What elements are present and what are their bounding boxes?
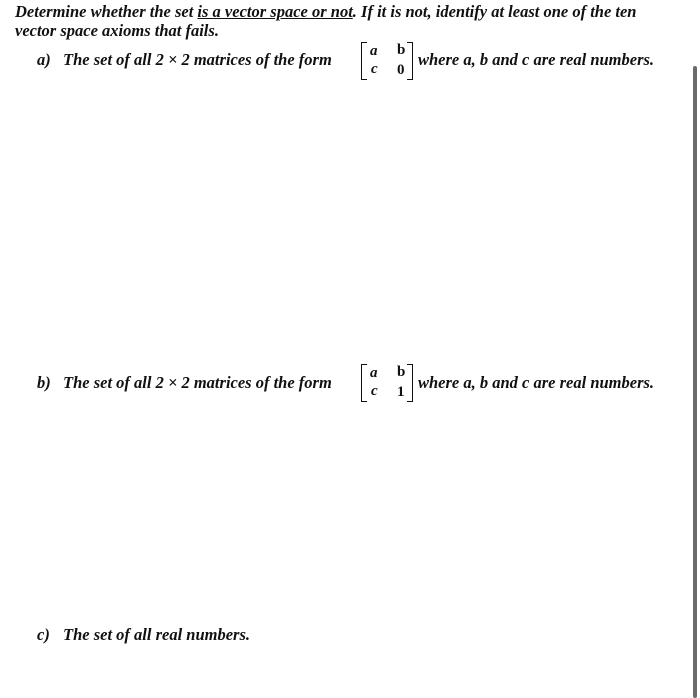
part-a-label: a) (37, 50, 51, 69)
matrix-cell-zero: 0 (397, 62, 405, 78)
part-c-text: The set of all real numbers. (63, 625, 251, 644)
matrix-cell-c: c (371, 61, 378, 77)
matrix-cell-c: c (371, 383, 378, 399)
question-underlined-phrase: is a vector space or not (197, 2, 353, 21)
part-b-text-after: where a, b and c are real numbers. (418, 373, 655, 392)
matrix-left-bracket (361, 364, 367, 402)
matrix-cell-b: b (397, 42, 406, 58)
matrix-cell-a: a (370, 365, 378, 381)
matrix-left-bracket (361, 42, 367, 80)
matrix-cell-a: a (370, 43, 378, 59)
matrix-right-bracket (407, 42, 413, 80)
question-line-1 (15, 2, 637, 22)
part-b-text-before: The set of all 2 × 2 matrices of the form (63, 373, 332, 392)
matrix-cell-one: 1 (397, 384, 405, 400)
part-a-text-before: The set of all 2 × 2 matrices of the form (63, 50, 332, 69)
part-b-matrix (361, 364, 413, 402)
question-line-2: vector space axioms that fails. (15, 21, 219, 40)
matrix-right-bracket (407, 364, 413, 402)
part-b-label: b) (37, 373, 51, 392)
part-c-label: c) (37, 625, 50, 644)
matrix-cell-b: b (397, 364, 406, 380)
part-a-matrix (361, 42, 413, 80)
question-prefix: Determine whether the set (15, 2, 198, 21)
vertical-scrollbar[interactable] (693, 66, 697, 698)
part-a-text-after: where a, b and c are real numbers. (418, 50, 655, 69)
question-suffix: . If it is not, identify at least one of the ten (352, 2, 637, 21)
